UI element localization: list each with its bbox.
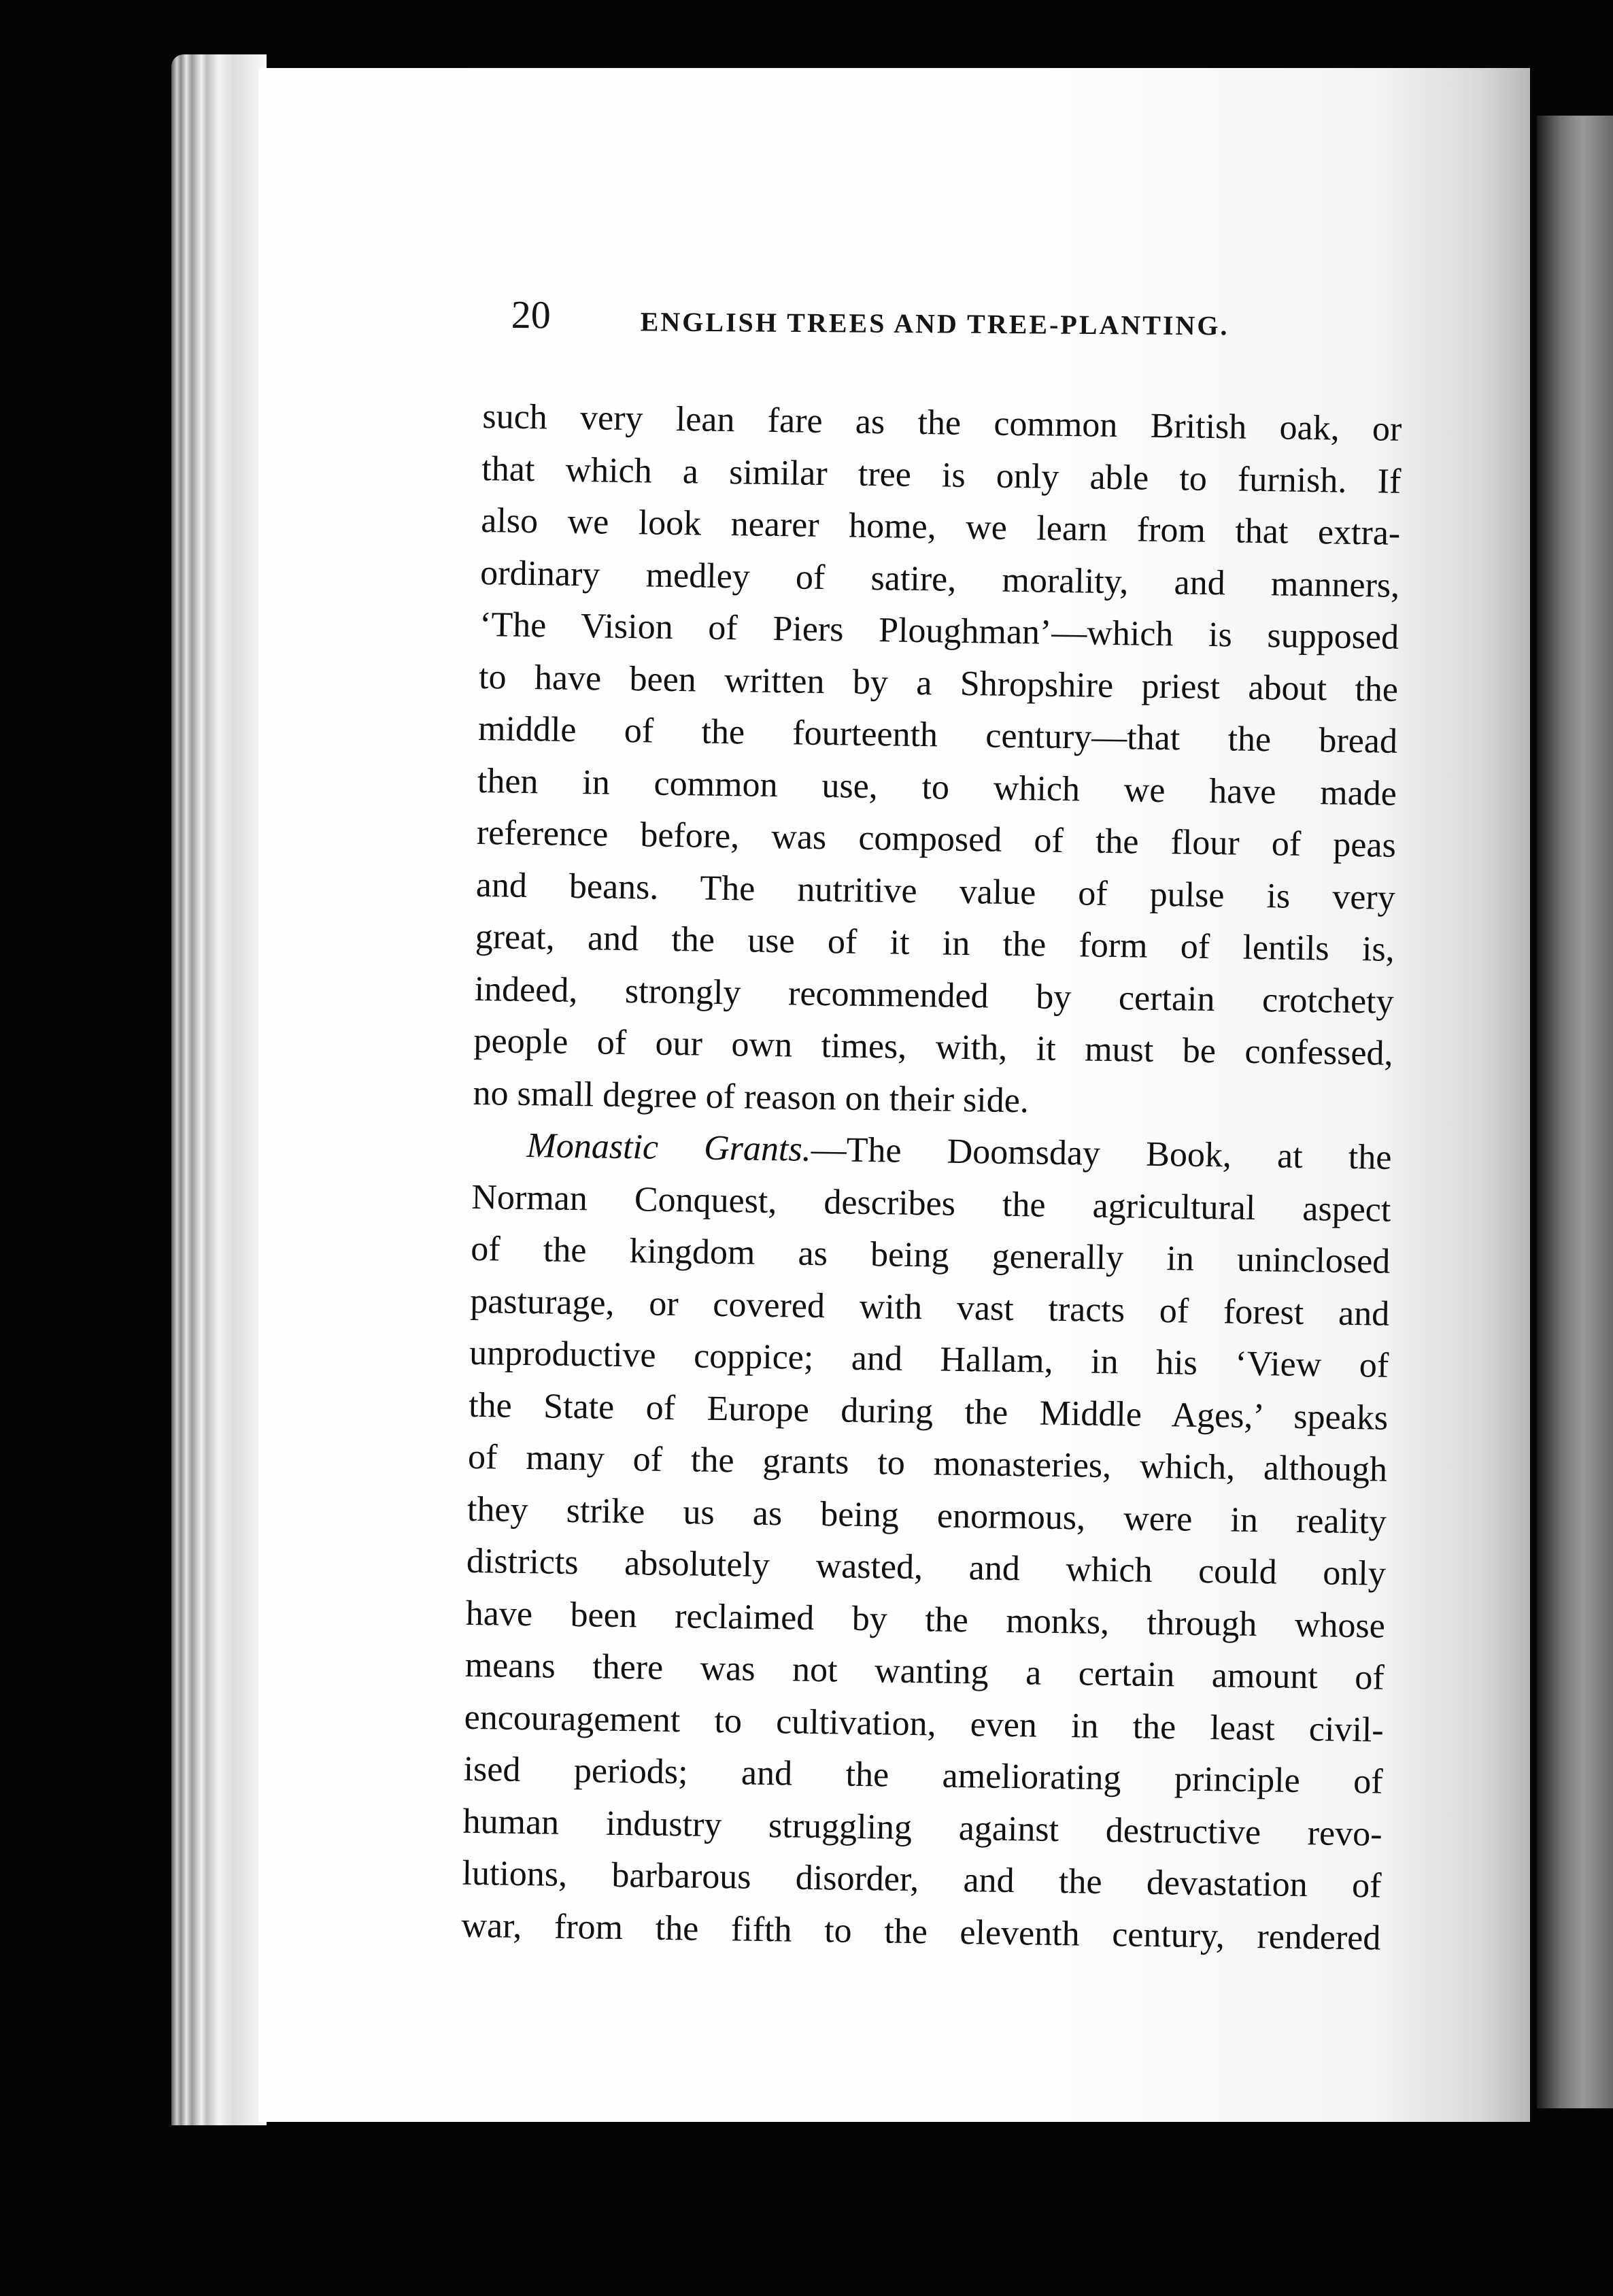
facing-page-edge [1537, 116, 1613, 2108]
text-line: reference before, was composed of the flour of peas [476, 813, 1397, 865]
text-line: human industry struggling against destructive revo- [462, 1802, 1382, 1854]
section-first-line-text: —The Doomsday Book, at the [811, 1130, 1392, 1177]
text-line: encouragement to cultivation, even in the least civil- [464, 1698, 1385, 1750]
text-line: districts absolutely wasted, and which could only [466, 1541, 1387, 1593]
text-line: people of our own times, with, it must be confessed, [473, 1021, 1393, 1073]
section-heading: Monastic Grants. [526, 1126, 812, 1169]
page-number: 20 [511, 292, 551, 337]
text-line: ised periods; and the ameliorating principle of [463, 1749, 1383, 1802]
text-line: they strike us as being enormous, were in reality [466, 1489, 1387, 1542]
page-header [511, 291, 1300, 358]
text-line: of many of the grants to monasteries, which, although [467, 1437, 1388, 1489]
text-line: great, and the use of it in the form of lentils is, [475, 917, 1395, 969]
text-line: such very lean fare as the common British oak, or [482, 396, 1402, 449]
text-line: war, from the fifth to the eleventh century, rendered [461, 1906, 1381, 1958]
text-line: indeed, strongly recommended by certain crotchety [474, 969, 1394, 1022]
page-stack-edge [171, 54, 267, 2125]
text-line: and beans. The nutritive value of pulse is very [475, 865, 1396, 917]
text-line: of the kingdom as being generally in uninclosed [470, 1229, 1391, 1281]
text-line: the State of Europe during the Middle Ages,’ speaks [468, 1385, 1389, 1438]
text-line: that which a similar tree is only able to furnish. If [481, 449, 1402, 501]
text-line: unproductive coppice; and Hallam, in his ‘View of [469, 1333, 1389, 1385]
text-line: then in common use, to which we have made [477, 761, 1397, 813]
text-line: no small degree of reason on their side. [473, 1073, 1030, 1120]
running-title: ENGLISH TREES AND TREE-PLANTING. [640, 306, 1229, 341]
text-line: to have been written by a Shropshire priest about the [478, 657, 1399, 709]
text-line: means there was not wanting a certain amount of [464, 1645, 1385, 1698]
body-text [461, 391, 1402, 1965]
text-line: also we look nearer home, we learn from that extra- [480, 501, 1401, 553]
text-line: Norman Conquest, describes the agricultural aspect [471, 1177, 1391, 1230]
text-line: ‘The Vision of Piers Ploughman’—which is supposed [479, 605, 1399, 657]
text-line: pasturage, or covered with vast tracts of forest and [469, 1281, 1390, 1334]
text-line: lutions, barbarous disorder, and the devastation of [462, 1853, 1382, 1906]
text-line: middle of the fourteenth century—that the bread [477, 709, 1398, 761]
text-line: ordinary medley of satire, morality, and manners, [479, 553, 1400, 605]
text-line: have been reclaimed by the monks, through whose [465, 1593, 1386, 1646]
